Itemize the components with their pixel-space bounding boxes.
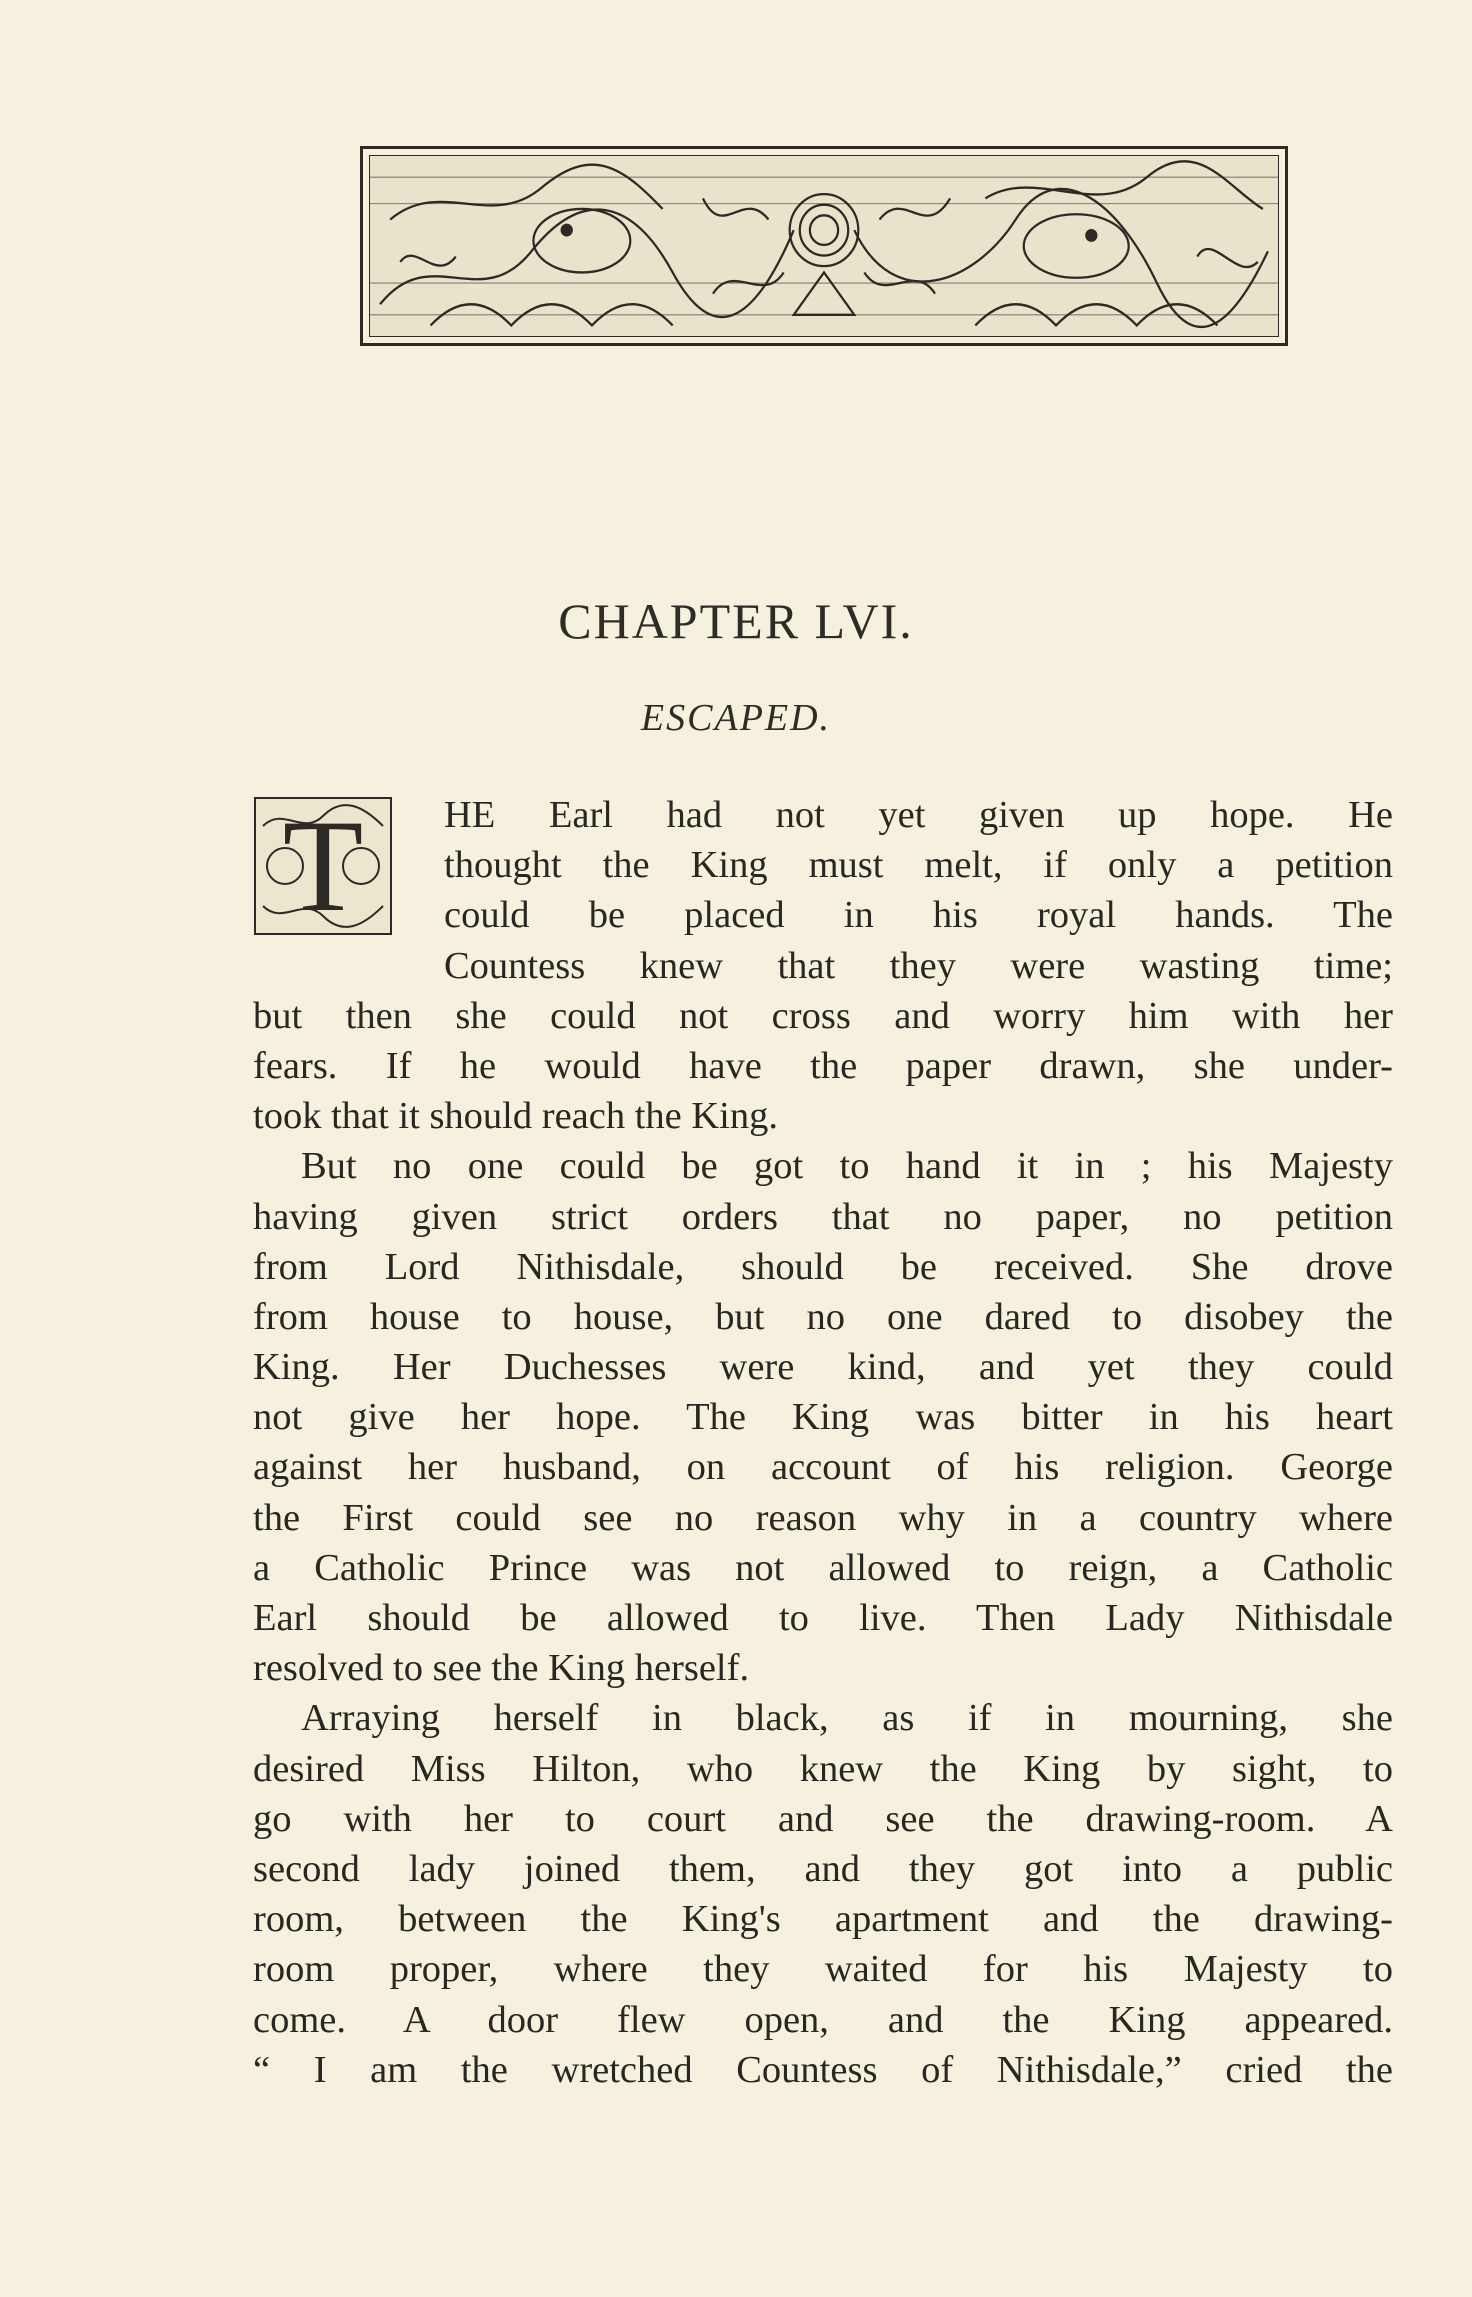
chapter-title: CHAPTER LVI. <box>558 593 914 649</box>
text-line: from house to house, but no one dared to disobey the <box>253 1295 1393 1338</box>
text-line: come. A door flew open, and the King appeared. <box>253 1998 1393 2041</box>
text-line: took that it should reach the King. <box>253 1095 778 1138</box>
text-line: fears. If he would have the paper drawn, she under- <box>253 1044 1393 1087</box>
text-line: a Catholic Prince was not allowed to reign, a Catholic <box>253 1546 1393 1589</box>
ornamental-headpiece-icon <box>370 156 1278 336</box>
text-line: room proper, where they waited for his Majesty to <box>253 1948 1393 1991</box>
text-line: HE Earl had not yet given up hope. He <box>444 794 1393 836</box>
text-line: but then she could not cross and worry him with her <box>253 994 1393 1037</box>
text-line: “ I am the wretched Countess of Nithisdale,” cried the <box>253 2048 1393 2091</box>
text-line: second lady joined them, and they got into a public <box>253 1847 1393 1890</box>
text-line: King. Her Duchesses were kind, and yet they could <box>253 1346 1393 1389</box>
text-line: desired Miss Hilton, who knew the King by sight, to <box>253 1747 1393 1790</box>
text-line: Earl should be allowed to live. Then Lady Nithisdale <box>253 1597 1393 1639</box>
chapter-subtitle: ESCAPED. <box>640 697 832 739</box>
text-line: room, between the King's apartment and the drawing- <box>253 1898 1393 1941</box>
text-line: having given strict orders that no paper, no petition <box>253 1195 1393 1238</box>
text-line: thought the King must melt, if only a petition <box>444 844 1393 887</box>
ornamental-headpiece <box>360 146 1288 346</box>
text-line: Arraying herself in black, as if in mourning, she <box>301 1697 1393 1740</box>
drop-cap-letter: T <box>282 792 364 939</box>
text-line: resolved to see the King herself. <box>253 1647 750 1690</box>
text-line: Countess knew that they were wasting time; <box>444 944 1393 987</box>
chapter-body <box>253 790 1393 2095</box>
text-line: against her husband, on account of his religion. George <box>253 1446 1393 1489</box>
text-line: not give her hope. The King was bitter in his heart <box>253 1396 1393 1439</box>
text-line: But no one could be got to hand it in ; his Majesty <box>301 1145 1393 1188</box>
text-line: the First could see no reason why in a country where <box>253 1496 1393 1539</box>
text-line: go with her to court and see the drawing-room. A <box>253 1797 1393 1840</box>
text-line: could be placed in his royal hands. The <box>444 894 1393 937</box>
text-line: from Lord Nithisdale, should be received. She drove <box>253 1245 1393 1288</box>
